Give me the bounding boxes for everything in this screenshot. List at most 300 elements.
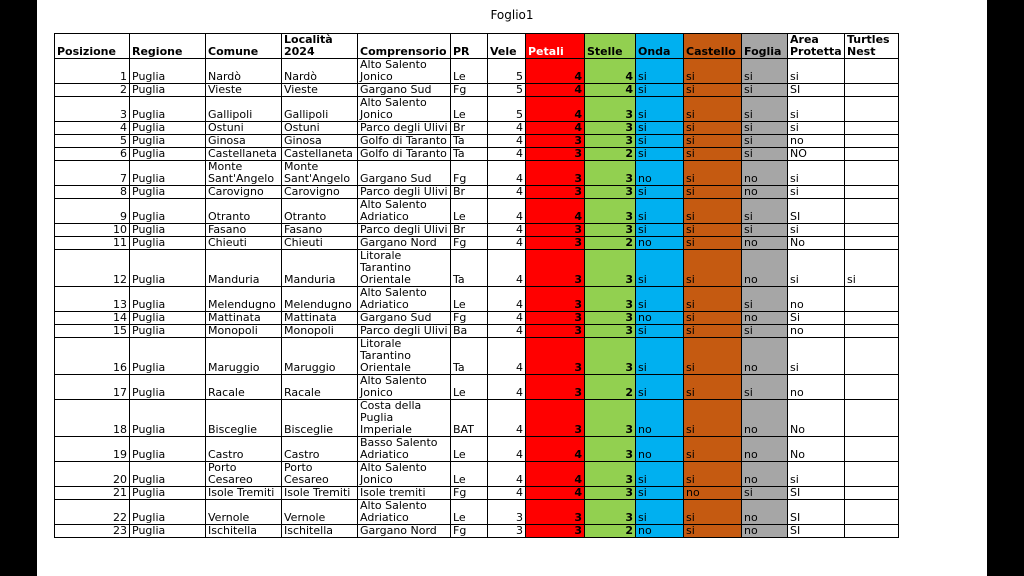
cell-foglia: si <box>742 375 788 400</box>
cell-onda: si <box>636 338 684 375</box>
cell-turtles-nest <box>845 199 899 224</box>
cell-turtles-nest <box>845 135 899 148</box>
cell-pr: Ba <box>451 325 488 338</box>
cell-turtles-nest <box>845 148 899 161</box>
cell-turtles-nest <box>845 224 899 237</box>
cell-comune: Castro <box>206 437 282 462</box>
cell-foglia: si <box>742 224 788 237</box>
header-vele: Vele <box>488 34 526 59</box>
cell-regione: Puglia <box>130 462 206 487</box>
cell-comune: Otranto <box>206 199 282 224</box>
table-row <box>55 135 899 148</box>
cell-turtles-nest <box>845 325 899 338</box>
cell-comune: Ginosa <box>206 135 282 148</box>
cell-pr: Le <box>451 59 488 84</box>
cell-castello: si <box>684 135 742 148</box>
cell-pr: Le <box>451 97 488 122</box>
cell-vele: 4 <box>488 375 526 400</box>
cell-foglia: si <box>742 287 788 312</box>
cell-petali: 3 <box>526 287 585 312</box>
cell-localita: Vieste <box>282 84 358 97</box>
table-row <box>55 84 899 97</box>
cell-localita: Monopoli <box>282 325 358 338</box>
cell-pr: Le <box>451 287 488 312</box>
cell-pr: Br <box>451 186 488 199</box>
cell-regione: Puglia <box>130 135 206 148</box>
cell-stelle: 2 <box>585 148 636 161</box>
cell-comune: Castellaneta <box>206 148 282 161</box>
cell-regione: Puglia <box>130 250 206 287</box>
cell-turtles-nest <box>845 84 899 97</box>
cell-stelle: 4 <box>585 84 636 97</box>
cell-pr: Br <box>451 224 488 237</box>
cell-stelle: 3 <box>585 325 636 338</box>
cell-posizione: 3 <box>55 97 130 122</box>
cell-foglia: no <box>742 400 788 437</box>
cell-localita: Vernole <box>282 500 358 525</box>
header-posizione: Posizione <box>55 34 130 59</box>
cell-castello: si <box>684 375 742 400</box>
cell-vele: 4 <box>488 224 526 237</box>
cell-comune: Bisceglie <box>206 400 282 437</box>
cell-comprensorio: Gargano Sud <box>358 84 451 97</box>
cell-turtles-nest <box>845 122 899 135</box>
cell-petali: 4 <box>526 487 585 500</box>
cell-onda: si <box>636 287 684 312</box>
table-row <box>55 462 899 487</box>
cell-comprensorio: Parco degli Ulivi <box>358 325 451 338</box>
cell-regione: Puglia <box>130 237 206 250</box>
cell-pr: Le <box>451 437 488 462</box>
sheet-title: Foglio1 <box>490 8 534 22</box>
cell-castello: si <box>684 237 742 250</box>
cell-pr: Fg <box>451 525 488 538</box>
cell-onda: si <box>636 500 684 525</box>
cell-petali: 3 <box>526 237 585 250</box>
cell-comprensorio: Alto Salento Jonico <box>358 462 451 487</box>
header-turtles-nest: Turtles Nest <box>845 34 899 59</box>
cell-foglia: no <box>742 525 788 538</box>
cell-localita: Carovigno <box>282 186 358 199</box>
cell-turtles-nest <box>845 338 899 375</box>
cell-stelle: 3 <box>585 437 636 462</box>
cell-vele: 5 <box>488 59 526 84</box>
cell-onda: si <box>636 84 684 97</box>
cell-onda: no <box>636 525 684 538</box>
table-row <box>55 250 899 287</box>
cell-posizione: 9 <box>55 199 130 224</box>
cell-comprensorio: Costa della Puglia Imperiale <box>358 400 451 437</box>
cell-stelle: 3 <box>585 400 636 437</box>
table-row <box>55 148 899 161</box>
cell-turtles-nest <box>845 287 899 312</box>
cell-area-protetta: SI <box>788 525 845 538</box>
cell-regione: Puglia <box>130 97 206 122</box>
cell-petali: 4 <box>526 199 585 224</box>
cell-stelle: 3 <box>585 199 636 224</box>
cell-castello: si <box>684 525 742 538</box>
cell-stelle: 3 <box>585 122 636 135</box>
cell-onda: si <box>636 59 684 84</box>
cell-posizione: 23 <box>55 525 130 538</box>
cell-vele: 4 <box>488 437 526 462</box>
cell-comune: Gallipoli <box>206 97 282 122</box>
cell-pr: Le <box>451 462 488 487</box>
cell-turtles-nest <box>845 500 899 525</box>
cell-area-protetta: no <box>788 325 845 338</box>
cell-vele: 3 <box>488 525 526 538</box>
table-row <box>55 97 899 122</box>
cell-turtles-nest <box>845 437 899 462</box>
cell-foglia: si <box>742 199 788 224</box>
cell-posizione: 16 <box>55 338 130 375</box>
cell-castello: si <box>684 287 742 312</box>
cell-regione: Puglia <box>130 487 206 500</box>
cell-onda: si <box>636 224 684 237</box>
cell-posizione: 18 <box>55 400 130 437</box>
cell-localita: Fasano <box>282 224 358 237</box>
cell-petali: 3 <box>526 135 585 148</box>
cell-comune: Monopoli <box>206 325 282 338</box>
cell-petali: 3 <box>526 400 585 437</box>
cell-pr: Fg <box>451 237 488 250</box>
cell-foglia: no <box>742 500 788 525</box>
cell-regione: Puglia <box>130 375 206 400</box>
cell-pr: Ta <box>451 135 488 148</box>
cell-localita: Bisceglie <box>282 400 358 437</box>
table-row <box>55 199 899 224</box>
cell-turtles-nest <box>845 161 899 186</box>
cell-foglia: si <box>742 148 788 161</box>
cell-comprensorio: Litorale Tarantino Orientale <box>358 338 451 375</box>
cell-petali: 3 <box>526 148 585 161</box>
cell-petali: 3 <box>526 325 585 338</box>
cell-castello: si <box>684 325 742 338</box>
cell-onda: si <box>636 462 684 487</box>
table-row <box>55 437 899 462</box>
cell-onda: si <box>636 148 684 161</box>
cell-foglia: si <box>742 122 788 135</box>
cell-petali: 4 <box>526 59 585 84</box>
cell-stelle: 3 <box>585 500 636 525</box>
cell-onda: si <box>636 487 684 500</box>
cell-localita: Nardò <box>282 59 358 84</box>
data-table <box>54 33 899 538</box>
cell-stelle: 3 <box>585 135 636 148</box>
cell-area-protetta: si <box>788 338 845 375</box>
cell-onda: si <box>636 375 684 400</box>
cell-posizione: 2 <box>55 84 130 97</box>
cell-petali: 3 <box>526 312 585 325</box>
cell-castello: si <box>684 338 742 375</box>
cell-petali: 3 <box>526 186 585 199</box>
cell-posizione: 5 <box>55 135 130 148</box>
cell-comprensorio: Alto Salento Jonico <box>358 97 451 122</box>
cell-petali: 3 <box>526 375 585 400</box>
cell-posizione: 19 <box>55 437 130 462</box>
header-stelle: Stelle <box>585 34 636 59</box>
cell-onda: no <box>636 161 684 186</box>
cell-foglia: no <box>742 312 788 325</box>
cell-pr: Le <box>451 375 488 400</box>
cell-petali: 4 <box>526 84 585 97</box>
cell-castello: si <box>684 312 742 325</box>
cell-stelle: 2 <box>585 525 636 538</box>
cell-onda: si <box>636 135 684 148</box>
cell-area-protetta: no <box>788 375 845 400</box>
cell-petali: 4 <box>526 122 585 135</box>
cell-turtles-nest <box>845 186 899 199</box>
cell-castello: si <box>684 148 742 161</box>
cell-area-protetta: si <box>788 462 845 487</box>
cell-localita: Ostuni <box>282 122 358 135</box>
cell-area-protetta: si <box>788 161 845 186</box>
cell-regione: Puglia <box>130 148 206 161</box>
cell-comprensorio: Litorale Tarantino Orientale <box>358 250 451 287</box>
cell-comprensorio: Alto Salento Jonico <box>358 59 451 84</box>
cell-stelle: 3 <box>585 186 636 199</box>
cell-castello: si <box>684 400 742 437</box>
cell-posizione: 1 <box>55 59 130 84</box>
cell-comune: Nardò <box>206 59 282 84</box>
cell-turtles-nest <box>845 59 899 84</box>
cell-vele: 4 <box>488 161 526 186</box>
cell-comprensorio: Alto Salento Adriatico <box>358 287 451 312</box>
cell-petali: 3 <box>526 250 585 287</box>
table-row <box>55 237 899 250</box>
table-row <box>55 59 899 84</box>
cell-posizione: 12 <box>55 250 130 287</box>
header-pr: PR <box>451 34 488 59</box>
cell-pr: Le <box>451 500 488 525</box>
cell-comune: Monte Sant'Angelo <box>206 161 282 186</box>
cell-localita: Mattinata <box>282 312 358 325</box>
cell-vele: 4 <box>488 325 526 338</box>
cell-comune: Manduria <box>206 250 282 287</box>
cell-comprensorio: Parco degli Ulivi <box>358 224 451 237</box>
cell-localita: Otranto <box>282 199 358 224</box>
cell-posizione: 7 <box>55 161 130 186</box>
spreadsheet-page <box>37 0 987 576</box>
cell-regione: Puglia <box>130 312 206 325</box>
cell-stelle: 3 <box>585 287 636 312</box>
cell-castello: si <box>684 97 742 122</box>
cell-localita: Melendugno <box>282 287 358 312</box>
table-row <box>55 525 899 538</box>
cell-regione: Puglia <box>130 122 206 135</box>
cell-petali: 4 <box>526 97 585 122</box>
table-row <box>55 287 899 312</box>
table-row <box>55 312 899 325</box>
cell-regione: Puglia <box>130 287 206 312</box>
cell-area-protetta: Si <box>788 312 845 325</box>
table-row <box>55 224 899 237</box>
cell-area-protetta: No <box>788 237 845 250</box>
cell-vele: 4 <box>488 250 526 287</box>
cell-turtles-nest <box>845 97 899 122</box>
table-row <box>55 122 899 135</box>
cell-onda: si <box>636 325 684 338</box>
cell-pr: Fg <box>451 312 488 325</box>
cell-regione: Puglia <box>130 161 206 186</box>
cell-castello: si <box>684 59 742 84</box>
cell-posizione: 11 <box>55 237 130 250</box>
cell-comprensorio: Gargano Nord <box>358 525 451 538</box>
cell-area-protetta: No <box>788 400 845 437</box>
cell-localita: Ginosa <box>282 135 358 148</box>
cell-localita: Castellaneta <box>282 148 358 161</box>
cell-regione: Puglia <box>130 325 206 338</box>
cell-area-protetta: SI <box>788 199 845 224</box>
cell-area-protetta: si <box>788 186 845 199</box>
cell-castello: si <box>684 186 742 199</box>
cell-vele: 3 <box>488 500 526 525</box>
cell-vele: 4 <box>488 148 526 161</box>
table-row <box>55 375 899 400</box>
cell-turtles-nest <box>845 400 899 437</box>
cell-localita: Maruggio <box>282 338 358 375</box>
cell-foglia: no <box>742 338 788 375</box>
cell-comprensorio: Isole tremiti <box>358 487 451 500</box>
cell-posizione: 4 <box>55 122 130 135</box>
cell-comprensorio: Parco degli Ulivi <box>358 122 451 135</box>
cell-pr: Ta <box>451 338 488 375</box>
header-foglia: Foglia <box>742 34 788 59</box>
cell-regione: Puglia <box>130 400 206 437</box>
header-row <box>55 34 899 59</box>
cell-onda: no <box>636 237 684 250</box>
cell-pr: BAT <box>451 400 488 437</box>
cell-posizione: 15 <box>55 325 130 338</box>
cell-comune: Ostuni <box>206 122 282 135</box>
cell-area-protetta: no <box>788 287 845 312</box>
cell-turtles-nest <box>845 237 899 250</box>
cell-comune: Isole Tremiti <box>206 487 282 500</box>
cell-regione: Puglia <box>130 500 206 525</box>
cell-turtles-nest <box>845 312 899 325</box>
cell-comune: Carovigno <box>206 186 282 199</box>
cell-foglia: si <box>742 97 788 122</box>
table-row <box>55 487 899 500</box>
cell-stelle: 3 <box>585 224 636 237</box>
cell-comune: Porto Cesareo <box>206 462 282 487</box>
table-row <box>55 186 899 199</box>
cell-area-protetta: si <box>788 224 845 237</box>
cell-turtles-nest <box>845 462 899 487</box>
cell-stelle: 3 <box>585 462 636 487</box>
cell-comprensorio: Alto Salento Adriatico <box>358 500 451 525</box>
cell-localita: Isole Tremiti <box>282 487 358 500</box>
cell-comune: Chieuti <box>206 237 282 250</box>
cell-pr: Br <box>451 122 488 135</box>
cell-vele: 4 <box>488 135 526 148</box>
cell-vele: 4 <box>488 312 526 325</box>
header-comprensorio: Comprensorio <box>358 34 451 59</box>
cell-castello: si <box>684 161 742 186</box>
cell-castello: si <box>684 122 742 135</box>
cell-onda: si <box>636 199 684 224</box>
cell-vele: 5 <box>488 97 526 122</box>
cell-stelle: 3 <box>585 250 636 287</box>
cell-petali: 3 <box>526 161 585 186</box>
cell-posizione: 14 <box>55 312 130 325</box>
cell-comune: Maruggio <box>206 338 282 375</box>
cell-localita: Manduria <box>282 250 358 287</box>
table-row <box>55 338 899 375</box>
cell-vele: 4 <box>488 462 526 487</box>
header-regione: Regione <box>130 34 206 59</box>
table-row <box>55 161 899 186</box>
cell-comprensorio: Golfo di Taranto <box>358 135 451 148</box>
cell-comprensorio: Basso Salento Adriatico <box>358 437 451 462</box>
cell-pr: Fg <box>451 84 488 97</box>
table-body <box>55 59 899 538</box>
cell-vele: 4 <box>488 186 526 199</box>
cell-vele: 4 <box>488 287 526 312</box>
cell-pr: Fg <box>451 487 488 500</box>
cell-comprensorio: Parco degli Ulivi <box>358 186 451 199</box>
cell-comune: Vieste <box>206 84 282 97</box>
cell-area-protetta: NO <box>788 148 845 161</box>
cell-onda: si <box>636 97 684 122</box>
cell-localita: Racale <box>282 375 358 400</box>
cell-comprensorio: Alto Salento Jonico <box>358 375 451 400</box>
cell-localita: Castro <box>282 437 358 462</box>
cell-regione: Puglia <box>130 84 206 97</box>
cell-localita: Gallipoli <box>282 97 358 122</box>
cell-area-protetta: si <box>788 250 845 287</box>
cell-onda: no <box>636 400 684 437</box>
cell-foglia: si <box>742 325 788 338</box>
cell-onda: si <box>636 186 684 199</box>
table-row <box>55 325 899 338</box>
cell-comprensorio: Alto Salento Adriatico <box>358 199 451 224</box>
cell-castello: si <box>684 500 742 525</box>
cell-regione: Puglia <box>130 224 206 237</box>
cell-area-protetta: No <box>788 437 845 462</box>
cell-onda: si <box>636 250 684 287</box>
cell-turtles-nest <box>845 375 899 400</box>
cell-localita: Porto Cesareo <box>282 462 358 487</box>
cell-posizione: 10 <box>55 224 130 237</box>
cell-area-protetta: si <box>788 122 845 135</box>
cell-castello: no <box>684 487 742 500</box>
cell-posizione: 21 <box>55 487 130 500</box>
cell-turtles-nest <box>845 525 899 538</box>
cell-stelle: 3 <box>585 487 636 500</box>
cell-localita: Monte Sant'Angelo <box>282 161 358 186</box>
cell-petali: 3 <box>526 525 585 538</box>
cell-area-protetta: SI <box>788 500 845 525</box>
table-row <box>55 500 899 525</box>
cell-foglia: si <box>742 487 788 500</box>
header-comune: Comune <box>206 34 282 59</box>
cell-comune: Melendugno <box>206 287 282 312</box>
cell-posizione: 13 <box>55 287 130 312</box>
cell-comprensorio: Gargano Sud <box>358 312 451 325</box>
cell-stelle: 3 <box>585 338 636 375</box>
cell-regione: Puglia <box>130 199 206 224</box>
cell-vele: 4 <box>488 199 526 224</box>
cell-comune: Ischitella <box>206 525 282 538</box>
cell-regione: Puglia <box>130 437 206 462</box>
cell-foglia: si <box>742 135 788 148</box>
cell-area-protetta: no <box>788 135 845 148</box>
cell-stelle: 3 <box>585 312 636 325</box>
cell-localita: Chieuti <box>282 237 358 250</box>
cell-petali: 3 <box>526 338 585 375</box>
cell-area-protetta: si <box>788 59 845 84</box>
